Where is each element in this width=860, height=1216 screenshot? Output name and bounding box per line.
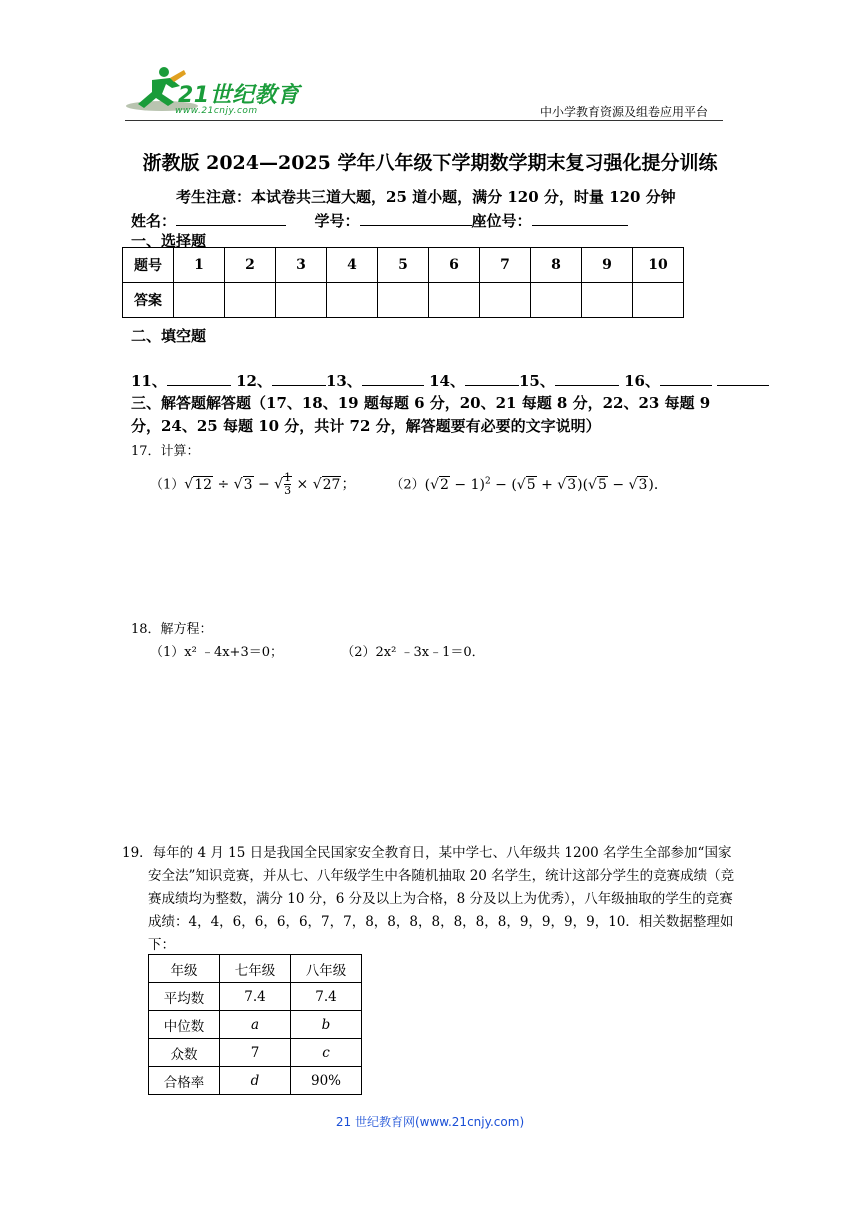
fill-label: 15、 — [518, 372, 555, 390]
answer-number: 7 — [480, 248, 531, 283]
stats-row — [149, 983, 362, 1011]
section-fill-heading: 二、填空题 — [131, 327, 207, 345]
q19-paragraph: 19．每年的 4 月 15 日是我国全民国家安全教育日，某中学七、八年级共 1200 名学生全部参加“国家安全法”知识竞赛，并从七、八年级学生中各随机抽取 20 名学生，统计这部分学生的竞赛成绩（竞赛成绩均为整数，满分 10 分，6 分及以上为合格，8 分及以上为优秀），八年级抽取的学生的竞赛成绩：4，4，6，6，6，6，7，7，8，8，8，8，8，8，8，9，9，9，9，10．相关数据整理如下： — [122, 845, 735, 953]
seat-blank[interactable] — [532, 211, 628, 226]
page-title: 浙教版 2024—2025 学年八年级下学期数学期末复习强化提分训练 — [142, 152, 718, 174]
answer-cell[interactable] — [582, 283, 633, 318]
q17-part2-label: （2） — [390, 477, 425, 493]
answer-number: 3 — [276, 248, 327, 283]
answer-cell[interactable] — [633, 283, 684, 318]
answer-table-head-number: 题号 — [123, 248, 174, 283]
answer-number: 1 — [174, 248, 225, 283]
name-blank[interactable] — [176, 211, 286, 226]
answer-number: 6 — [429, 248, 480, 283]
stats-row — [149, 1067, 362, 1095]
stats-row — [149, 1039, 362, 1067]
fill-blanks-row — [131, 370, 769, 391]
stats-cell: 平均数 — [149, 983, 220, 1011]
id-blank[interactable] — [360, 211, 472, 226]
stats-cell: d — [220, 1067, 291, 1095]
header-platform-text: 中小学教育资源及组卷应用平台 — [540, 105, 709, 119]
answer-table — [122, 247, 684, 318]
stats-cell: 众数 — [149, 1039, 220, 1067]
fill-label: 13、 — [325, 372, 362, 390]
q19-stats-table — [148, 954, 362, 1095]
answer-cell[interactable] — [225, 283, 276, 318]
logo-text: 21世纪教育 — [178, 83, 300, 108]
id-label: 学号： — [314, 212, 360, 230]
fill-blank[interactable] — [362, 371, 424, 386]
stats-cell: 中位数 — [149, 1011, 220, 1039]
answer-number: 10 — [633, 248, 684, 283]
answer-table-head-answer: 答案 — [123, 283, 174, 318]
stats-header-cell: 七年级 — [220, 955, 291, 983]
answer-cell[interactable] — [378, 283, 429, 318]
q18-part2: （2）2x² ﹣3x﹣1＝0． — [341, 645, 485, 660]
answer-table-answer-row — [123, 283, 684, 318]
question-19-text — [122, 842, 743, 957]
stats-header-cell: 年级 — [149, 955, 220, 983]
fill-label: 12、 — [236, 372, 272, 390]
question-17-label: 17．计算： — [131, 444, 200, 459]
q18-part1: （1）x² ﹣4x+3＝0； — [150, 645, 283, 660]
stats-cell: 7.4 — [291, 983, 362, 1011]
fill-blank[interactable] — [272, 371, 326, 386]
fill-label: 11、 — [131, 372, 167, 390]
answer-cell[interactable] — [480, 283, 531, 318]
answer-number: 4 — [327, 248, 378, 283]
section-solve-heading: 三、解答题解答题（17、18、19 题每题 6 分，20、21 每题 8 分，22、23 每题 9 分，24、25 每题 10 分，共计 72 分，解答题要有必要的文字说明） — [131, 394, 711, 435]
q17-part2-formula: $(√2 - 1)^2 - (√5 + √3)(√5 - √3)$． — [424, 475, 668, 493]
stats-header-cell: 八年级 — [291, 955, 362, 983]
answer-number: 2 — [225, 248, 276, 283]
stats-cell: c — [291, 1039, 362, 1067]
logo-url: www.21cnjy.com — [175, 106, 258, 116]
question-17-expressions — [150, 472, 668, 497]
student-info-fields — [131, 210, 628, 231]
answer-cell[interactable] — [429, 283, 480, 318]
fill-blank[interactable] — [717, 371, 769, 386]
seat-label: 座位号： — [471, 212, 532, 230]
stats-cell: 7.4 — [220, 983, 291, 1011]
answer-table-number-row — [123, 248, 684, 283]
question-18-label: 18．解方程： — [131, 622, 213, 637]
answer-cell[interactable] — [327, 283, 378, 318]
exam-note: 考生注意：本试卷共三道大题，25 道小题，满分 120 分，时量 120 分钟 — [176, 188, 676, 206]
answer-cell[interactable] — [174, 283, 225, 318]
answer-number: 5 — [378, 248, 429, 283]
fill-label: 14、 — [429, 372, 465, 390]
stats-cell: a — [220, 1011, 291, 1039]
fill-blank[interactable] — [555, 371, 619, 386]
stats-cell: 7 — [220, 1039, 291, 1067]
header-divider — [125, 120, 723, 121]
fill-blank[interactable] — [167, 371, 231, 386]
answer-cell[interactable] — [531, 283, 582, 318]
footer-link[interactable]: 21 世纪教育网(www.21cnjy.com) — [335, 1115, 525, 1129]
answer-cell[interactable] — [276, 283, 327, 318]
fill-blank[interactable] — [660, 371, 712, 386]
stats-cell: 90% — [291, 1067, 362, 1095]
answer-number: 8 — [531, 248, 582, 283]
answer-number: 9 — [582, 248, 633, 283]
q17-part1-formula: √12 ÷ √3 − √ $\frac{1}{3}$ × √27； — [184, 471, 356, 497]
stats-cell: 合格率 — [149, 1067, 220, 1095]
stats-row — [149, 1011, 362, 1039]
stats-cell: b — [291, 1011, 362, 1039]
fill-blank[interactable] — [465, 371, 519, 386]
stats-header-row — [149, 955, 362, 983]
section-choice-heading: 一、选择题 — [131, 232, 207, 250]
q17-part1-label: （1） — [150, 477, 185, 493]
fill-label: 16、 — [624, 372, 660, 390]
question-18-equations — [150, 641, 485, 660]
name-label: 姓名： — [131, 212, 177, 230]
